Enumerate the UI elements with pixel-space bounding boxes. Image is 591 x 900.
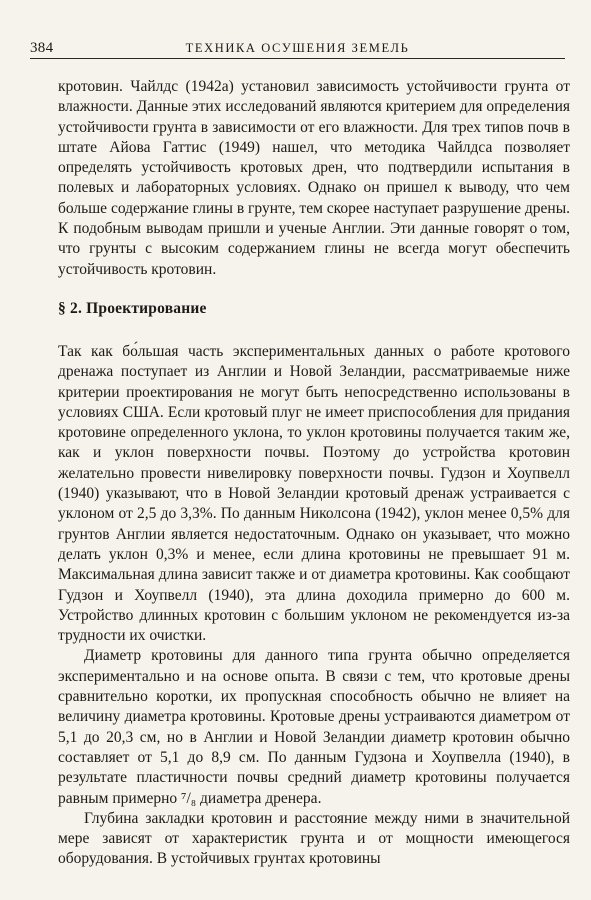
section-paragraph: Так как бо́льшая часть экспериментальных данных о работе кротового дренажа поступает из Англии и Новой Зеландии, рассматриваемые ниже критерии проектирования не могут быть непосредственно использованы в условиях США. Если кротовый плуг не имеет приспособления для придания кротовине определенного уклона, то уклон кротовины получается таким же, как и уклон поверхности почвы. Поэтому до устройства кротовин желательно провести нивелировку поверхности почвы. Гудзон и Хоупвелл (1940) указывают, что в Новой Зеландии кротовый дренаж устраивается с уклоном от 2,5 до 3,3%. По данным Николсона (1942), уклон менее 0,5% для грунтов Англии является недостаточным. Однако он указывает, что можно делать уклон 0,3% и менее, если длина кротовины не превышает 91 м. Максимальная длина зависит также и от диаметра кротовины. Как сообщают Гудзон и Хоупвелл (1940), эта длина доходила примерно до 600 м. Устройство длинных кротовин с большим уклоном не рекомендуется из-за трудности их очистки. <box>58 343 570 645</box>
intro-text-block <box>58 77 570 280</box>
section-paragraph: Диаметр кротовины для данного типа грунта обычно определяется экспериментально и на основе опыта. В связи с тем, что кротовые дрены сравнительно коротки, их пропускная способность обычно не влияет на величину диаметра кротовины. Кротовые дрены устраиваются диаметром от 5,1 до 20,3 см, но в Англии и Новой Зеландии диаметр кротовин обычно составляет от 5,1 до 8,9 см. По данным Гудзона и Хоупвелла (1940), в результате пластичности почвы средний диаметр кротовины получается равным примерно ⁷/₈ диаметра дренера. <box>58 647 570 807</box>
page-number: 384 <box>30 40 54 56</box>
running-title: ТЕХНИКА ОСУШЕНИЯ ЗЕМЕЛЬ <box>185 41 410 55</box>
page-header <box>30 38 565 59</box>
section-text-block <box>58 342 570 870</box>
section-paragraph: Глубина закладки кротовин и расстояние между ними в значительной мере зависят от характеристик грунта и от мощности имеющегося оборудования. В устойчивых грунтах кротовины <box>58 809 570 868</box>
section-heading: § 2. Проектирование <box>58 300 207 317</box>
intro-paragraph: кротовин. Чайлдс (1942а) установил зависимость устойчивости грунта от влажности. Данные этих исследований являются критерием для определения устойчивости грунта в зависимости от его влажности. Для трех типов почв в штате Айова Гаттис (1949) нашел, что методика Чайлдса позволяет определять устойчивость кротовых дрен, что подтвердили испытания в полевых и лабораторных условиях. Однако он пришел к выводу, что чем больше содержание глины в грунте, тем скорее наступает разрушение дрены. К подобным выводам пришли и ученые Англии. Эти данные говорят о том, что грунты с высоким содержанием глины не всегда могут обеспечить устойчивость кротовин. <box>58 78 570 278</box>
